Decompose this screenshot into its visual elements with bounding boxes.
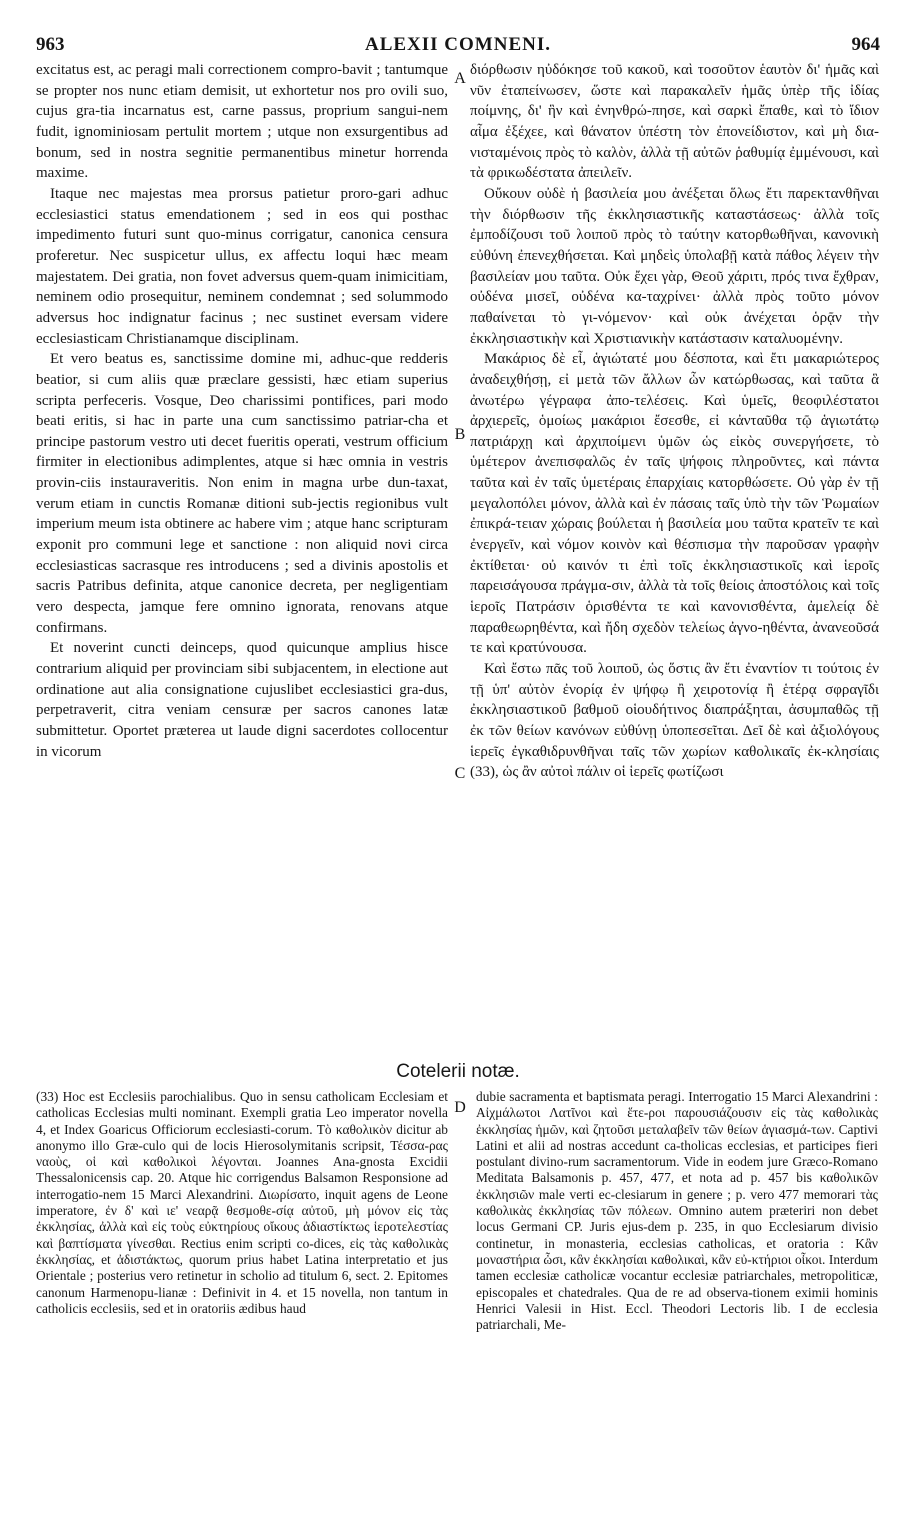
section-marker-a: A: [454, 70, 466, 87]
running-header: [36, 34, 880, 58]
note-text: dubie sacramenta et baptismata peragi. Interrogatio 15 Marci Alexandrini : Αἰχμάλωτοι Λατῖνοι καὶ ἕτε-ροι παρουσιάζουσιν εἰς τὰς καθολικὰς ἐκκλησίας ἡμῶν, καὶ ζητοῦσι μεταλαβεῖν τῶν θείων ἁγιασμά-των. Captivi Latini et alii ad nostras accedunt ca-tholicas ecclesias, et participes fieri postulant divino-rum sacramentorum. Vide in eodem jure Græco-Romano Meditata Balsamonis p. 457, 477, et nota ad p. 457 bis καθολικῶν ἐκκλησιῶν male verti ec-clesiarum in genere ; p. vero 477 memorari τὰς καθολικὰς ἐκκλησίας τῶν πόλεων. Omnino autem præteriri non debet locus Germani CP. Juris ejus-dem p. 235, in quo Ecclesiarum divisio continetur, in monasteria, ecclesias catholicas, et oratoria : Κἂν μοναστήρια ὦσι, κἂν ἐκκλησίαι καθολικαὶ, κἂν εὐ-κτήριοι οἶκοι. Interdum tamen ecclesiæ catholicæ vocantur ecclesiæ patriarchales, metropoliticæ, episcopales et chatedrales. Qua de re ad observa-tionem eximii hominis Henrici Valesii in Hist. Eccl. Theodori Lectoris lib. I de ecclesia patriarchali, Me-: [476, 1089, 878, 1333]
greek-paragraph: Οὔκουν οὐδὲ ἡ βασιλεία μου ἀνέξεται ὅλως ἔτι παρεκτανθῆναι τὴν διόρθωσιν τῆς ἐκκλησιαστικῆς καταστάσεως· ἀλλὰ τοῖς ἐμποδίζουσι τοῦ λοιποῦ πρὸς τὸ ταύτην κατορθωθῆναι, κανονικὴ εὐθύνη ἐπενεχθήσεται. Καὶ μηδεὶς ὑπολαβῇ κατὰ πάθος λέγειν τὴν βασιλείαν μου ταῦτα. Οὐκ ἔχει γὰρ, Θεοῦ χάριτι, πρός τινα ἔχθραν, οὐδένα μισεῖ, οὐδένα κα-ταχρίνει· ἀλλὰ πρὸς τοῦτο μόνον παθαίνεται τὸ γι-νόμενον· καὶ οὐκ ἀνέχεται ὁρᾷν τὴν ἐκκλησιαστικὴν καὶ Χριστιανικὴν κατάστασιν καταλυομένην.: [470, 185, 879, 347]
notes-right-column: [476, 1089, 878, 1333]
right-column-number: 964: [851, 34, 880, 55]
latin-paragraph: Itaque nec majestas mea prorsus patietur proro-gari adhuc ecclesiastici status emendationem ; sed in eos qui posthac impedimento futuri sunt quo-minus corrigatur, canonica censura proferetur. Nec suspicetur ullus, ex affectu loqui hæc meam majestatem. Dei gratia, non fovet adversus quem-quam inimicitiam, neminem odio prosequitur, neminem condemnat ; sed solummodo adversus hoc indignatur facinus ; nec sustinet eversam videre ecclesiasticam Christianamque disciplinam.: [36, 185, 448, 347]
notes-heading: Cotelerii notæ.: [396, 1061, 520, 1082]
greek-paragraph: διόρθωσιν ηὐδόκησε τοῦ κακοῦ, καὶ τοσοῦτον ἑαυτὸν δι' ἡμᾶς καὶ νῦν ἐταπείνωσεν, ὥστε καὶ παρακαλεῖν ἡμᾶς ὑπὲρ τῆς ἰδίας ποίμνης, δι' ἣν καὶ ἐνηνθρώ-πησε, καὶ σαρκὶ ἔπαθε, καὶ τὸ ἴδιον αἷμα ἐξέχεε, καὶ θάνατον ὑπέστη τὸν ἐπονείδιστον, καὶ μὴ δια-νισταμένοις πρὸς τὸ καλὸν, ἀλλὰ τῇ αὐτῶν ῥαθυμίᾳ ἐμμένουσι, καὶ τὰ φρικωδέστατα ἀπειλεῖν.: [470, 62, 879, 182]
greek-paragraph: Καὶ ἔστω πᾶς τοῦ λοιποῦ, ὡς ὅστις ἂν ἔτι ἐναντίον τι τούτοις ἐν τῇ ὑπ' αὐτὸν ἐνορίᾳ ἐν ψήφῳ ἢ χειροτονίᾳ ἢ ἑτέρᾳ σφραγῖδι ἐκκλησιαστικοῦ βαθμοῦ οἱουδήτινος διαπράξηται, ἀσυμπαθῶς τῇ ἐκ τῶν θείων κανόνων εὐθύνῃ ὑποπεσεῖται. Δεῖ δὲ καὶ ἀξιολόγους ἱερεῖς ἐγκαθιδρυνθῆναι ταῖς τῶν χωρίων καθολικαῖς ἐκ-κλησίαις (33), ὡς ἂν αὐτοὶ πάλιν οἱ ἱερεῖς φωτίζωσι: [470, 661, 879, 781]
section-marker-d: D: [454, 1099, 466, 1116]
note-text: (33) Hoc est Ecclesiis parochialibus. Quo in sensu catholicam Ecclesiam et catholicas Ecclesias multi nominant. Exempli gratia Leo imperator novella 4, et Index Goaricus Officiorum ecclesiasti-corum. Τὸ καθολικὸν dicitur ab anonymo illo Græ-culo qui de locis Hierosolymitanis scripsit, Τέσσα-ρας ναοὺς, οἱ καὶ καθολικοὶ λέγονται. Joannes Ana-gnosta Excidii Thessalonicensis cap. 20. Atque hic corrigendus Balsamon Responsione ad interrogatio-nem 15 Marci Alexandrini. Διωρίσατο, inquit agens de Leone imperatore, ἐν δ' καὶ ιε' νεαρᾷ θεσμοθε-σίᾳ αὐτοῦ, μὴ μόνον εἰς τὰς ἐκκλησίας, ἀλλὰ καὶ εἰς τοὺς εὐκτηρίους οἴκους ἀδιαστίκτως ἱεροτελεστίας καὶ βαπτίσματα γίνεσθαι. Rectius enim scripti co-dices, εἰς τὰς καθολικὰς ἐκκλησίας, et ἀδιστάκτως, quorum prius habet Latina interpretatio et jus Orientale ; posterius vero retinetur in scholio ad titulum 6, sect. 2. Epitomes canonum Harmenopu-lianæ : Definivit in 4. et 15 novella, non tantum in catholicis ecclesiis, sed et in oratoriis ædibus haud: [36, 1089, 448, 1316]
greek-column: [470, 60, 879, 783]
greek-paragraph: Μακάριος δὲ εἶ, ἁγιώτατέ μου δέσποτα, καὶ ἔτι μακαριώτερος ἀναδειχθήσῃ, εἰ μετὰ τῶν ἄλλων ὧν κατώρθωσας, καὶ ταῦτα ἃ ἀνωτέρω γέγραφα ἀπο-τελέσεις. Καὶ ὑμεῖς, θεοφιλέστατοι ἀρχιερεῖς, ὁμοίως μακάριοι ἔσεσθε, εἰ κἀνταῦθα τῷ ἁγιωτάτῳ πατριάρχῃ καὶ ἀρχιποίμενι ὑμῶν ὡς εἰκὸς συνεργήσετε, τὸ ὑμέτερον ἀνεπισφαλῶς ἐν ταῖς ψήφοις πληροῦντες, καὶ πάντα ταῦτα καὶ ἐν ταῖς ὑμετέραις ἐπαρχίαις κατορθώσετε. Οὐ γὰρ ἐν τῇ μεγαλοπόλει μόνον, ἀλλὰ καὶ ἐν πάσαις ταῖς ὑπὸ τὴν τῶν Ῥωμαίων ἐπικρά-τειαν χώραις βούλεται ἡ βασιλεία μου ταῦτα κρατεῖν τε καὶ ἐνεργεῖν, καὶ νόμον κοινὸν καὶ θέσπισμα τὴν παροῦσαν γραφὴν ἐκτίθεται· οὐ καινόν τι ἐπὶ τοῖς ἐκκλησιαστικοῖς καὶ ἱεροῖς παρεισάγουσα πράγμα-σιν, ἀλλὰ τὰ τοῖς θείοις ἀποστόλοις καὶ τοῖς ἱεροῖς Πατράσιν ὁρισθέντα τε καὶ κανονισθέντα, ἀμελείᾳ δὲ παραθεωρηθέντα, καὶ ἤδη σχεδὸν τελείως ἀγνο-ηθέντα, ἀνανεοῦσά τε καὶ κρατύνουσα.: [470, 351, 879, 657]
left-column-number: 963: [36, 34, 65, 55]
latin-paragraph: excitatus est, ac peragi mali correctionem compro-bavit ; tantumque se propter nos nunc etiam demisit, ut exhortetur nos pro ovili suo, cujus gra-tia incarnatus est, carne passus, proprium sangui-nem fudit, ignominiosam pertulit mortem ; utque non exsurgentibus ad bonum, sed in nostra segnitie permanentibus minetur horrenda maxime.: [36, 62, 448, 182]
latin-paragraph: Et noverint cuncti deinceps, quod quicunque amplius hisce contrarium aliquid per provinciam sibi subjacentem, in electione aut ordinatione aut alia consignatione cujuslibet ecclesiastici gra-dus, perpetraverit, citra veniam censuræ per sacros canones latæ submittetur. Oportet præterea ut laude digni sacerdotes collocentur in vicorum: [36, 640, 448, 760]
page-title: ALEXII COMNENI.: [364, 34, 552, 55]
latin-paragraph: Et vero beatus es, sanctissime domine mi, adhuc-que redderis beatior, si cum aliis quæ præclare gessisti, hæc etiam superius scripta perfeceris. Vosque, Deo charissimi pontifices, pari modo beati eritis, si hac in parte una cum sanctissimo patriar-cha et principe pastorum vestro uti decet fueritis operati, vestrum officium firmiter in electionibus adimplentes, atque si hæc omnia in vestris provin-ciis instauraveritis. Non enim in magna urbe dun-taxat, verum etiam in cunctis Romanæ ditioni sub-jectis regionibus vult imperium meum ista obtinere ac habere vim ; atque hanc scripturam exponit pro communi lege et sanctione : non aliquid novi circa ecclesiasticas sacrasque res introducens ; sed a divinis apostolis et sacris Patribus definita, atque canonice decreta, per negligentiam vero despecta, jamque fere omnino ignorata, renovans atque confirmans.: [36, 351, 448, 636]
latin-column: [36, 60, 448, 762]
notes-left-column: [36, 1089, 448, 1317]
section-marker-b: B: [454, 426, 466, 443]
section-marker-c: C: [454, 765, 466, 782]
